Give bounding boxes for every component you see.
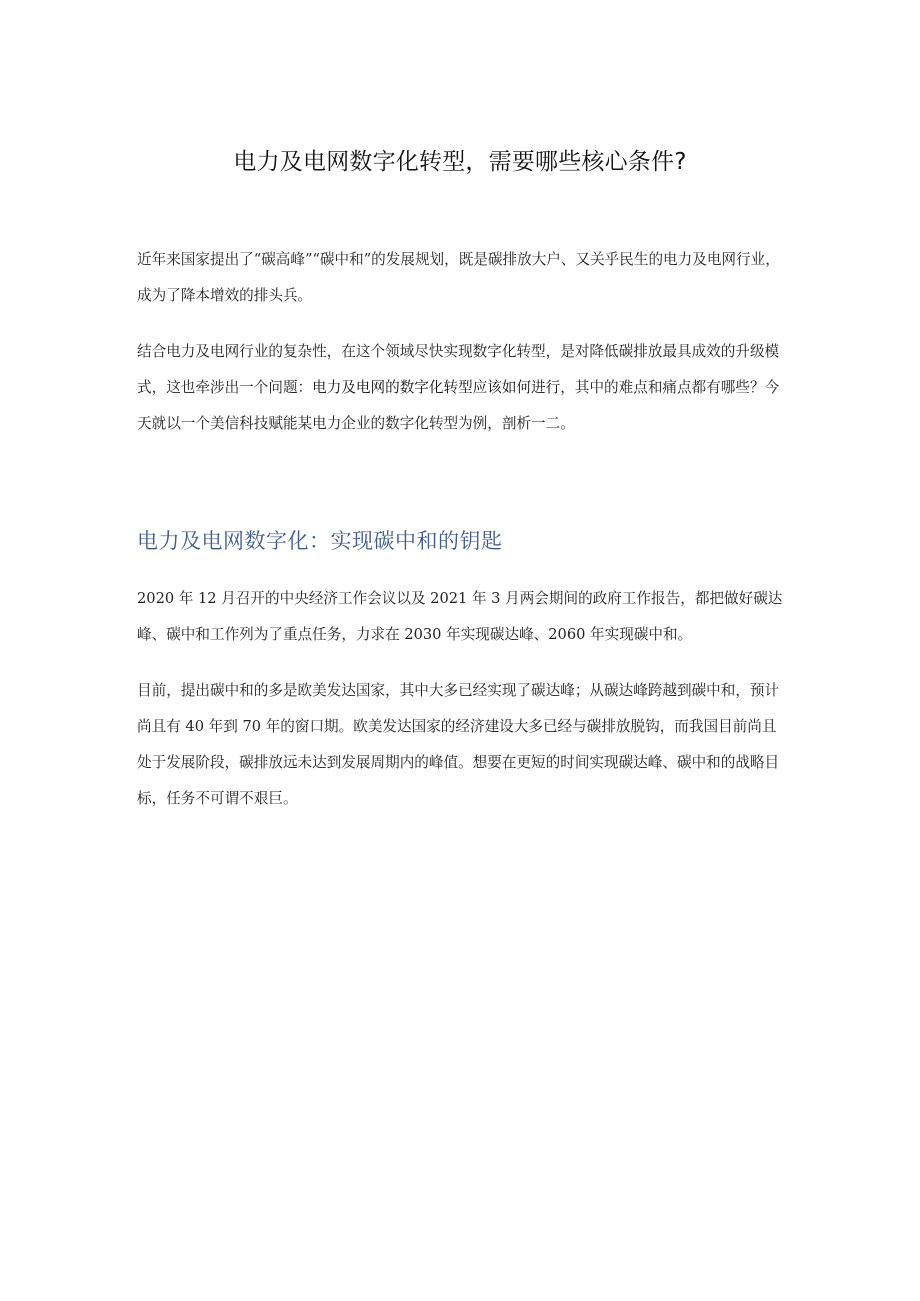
intro-paragraph-2-lead: 结合电力及电网行业的复杂性，在这个领域尽快实现数字化转型，是对降低碳排放最具成效的升级模式，这也牵涉出一个问题： bbox=[137, 343, 780, 396]
section-paragraph-1: 2020 年 12 月召开的中央经济工作会议以及 2021 年 3 月两会期间的政府工作报告，都把做好碳达峰、碳中和工作列为了重点任务，力求在 2030 年实现碳达峰、2060 年实现碳中和。 bbox=[137, 590, 783, 643]
section-paragraph-2: 目前，提出碳中和的多是欧美发达国家，其中大多已经实现了碳达峰；从碳达峰跨越到碳中和，预计尚且有 40 年到 70 年的窗口期。欧美发达国家的经济建设大多已经与碳排放脱钩，而我国目前尚且处于发展阶段，碳排放远未达到发展周期内的峰值。想要在更短的时间实现碳达峰、碳中和的战略目标，任务不可谓不艰巨。 bbox=[137, 682, 780, 807]
key-question-highlight: 电力及电网的数字化转型应该如何进行 bbox=[312, 379, 561, 396]
intro-paragraph-2-tail: ，其中的难点和痛点都有哪些？今天就以一个美信科技赋能某电力企业的数字化转型为例，剖析一二。 bbox=[137, 379, 780, 432]
intro-paragraph-1: 近年来国家提出了“碳高峰”“碳中和”的发展规划，既是碳排放大户、又关乎民生的电力及电网行业，成为了降本增效的排头兵。 bbox=[137, 251, 780, 304]
section-heading: 电力及电网数字化：实现碳中和的钥匙 bbox=[137, 529, 503, 553]
intro-paragraph-2 bbox=[137, 334, 785, 442]
document-title: 电力及电网数字化转型，需要哪些核心条件? bbox=[233, 149, 687, 175]
